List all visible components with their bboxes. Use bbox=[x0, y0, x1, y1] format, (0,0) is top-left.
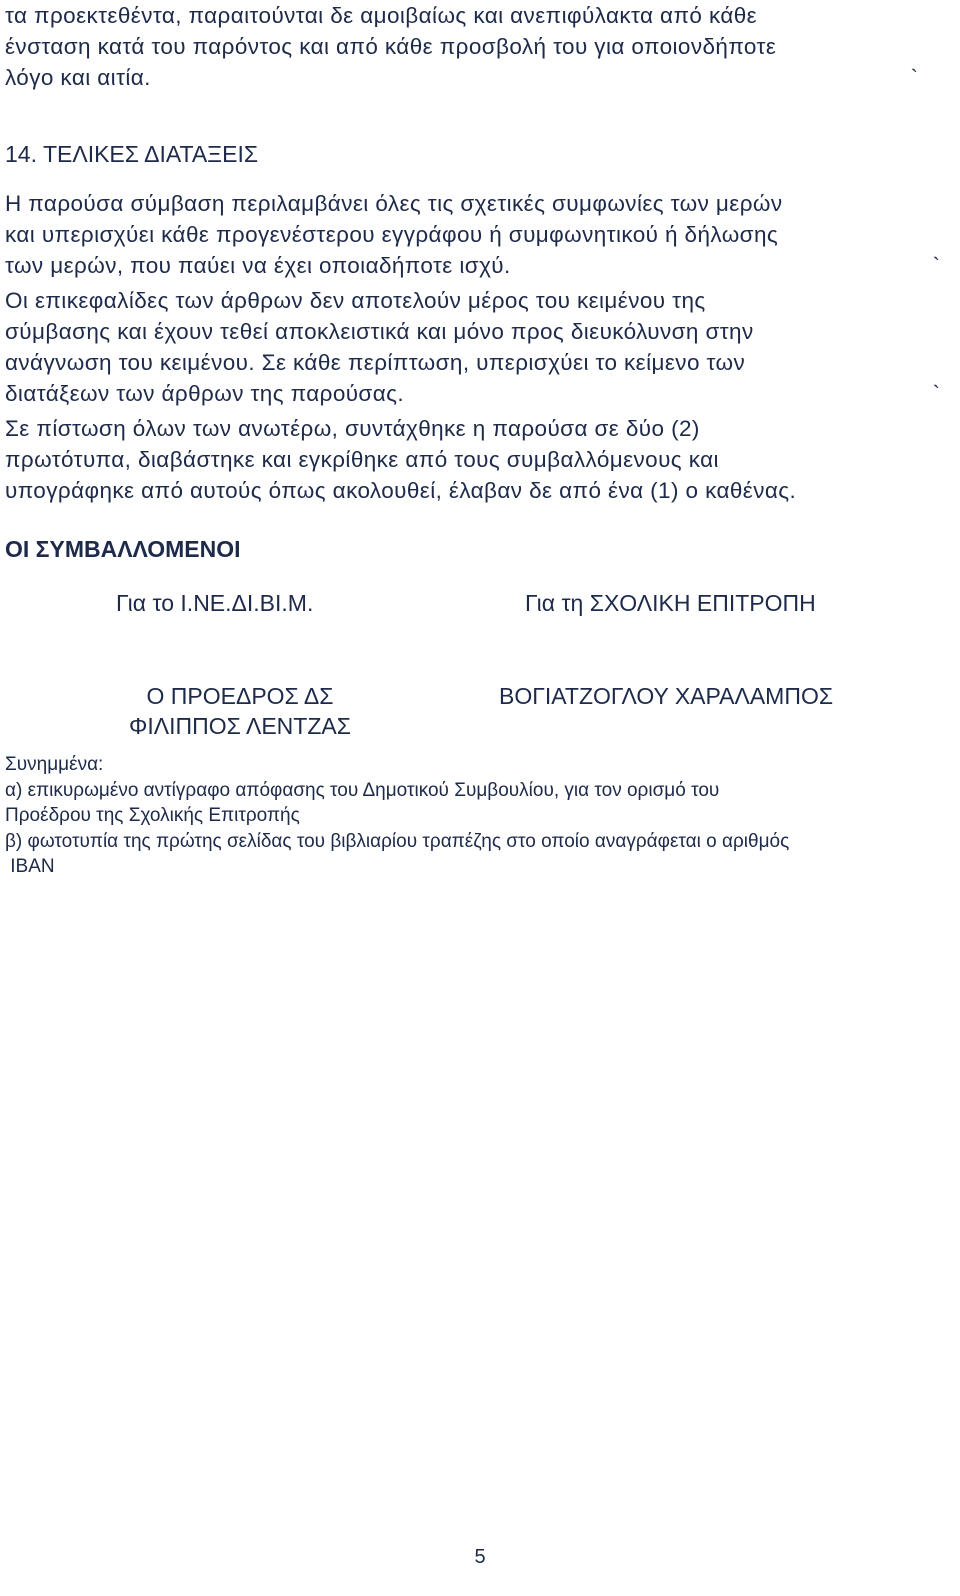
para1-line-3: των μερών, που παύει να έχει οποιαδήποτε ισχύ. bbox=[5, 253, 511, 278]
para2-line-3: ανάγνωση του κειμένου. Σε κάθε περίπτωση, υπερισχύει το κείμενο των bbox=[5, 350, 746, 375]
right-party-name: ΒΟΓΙΑΤΖΟΓΛΟΥ ΧΑΡΑΛΑΜΠΟΣ bbox=[499, 683, 834, 709]
tick-mark-2: ` bbox=[932, 253, 940, 278]
right-party-for-label: Για τη ΣΧΟΛΙΚΗ ΕΠΙΤΡΟΠΗ bbox=[525, 590, 816, 616]
section-title: 14. ΤΕΛΙΚΕΣ ΔΙΑΤΑΞΕΙΣ bbox=[5, 141, 259, 167]
left-party-title: Ο ΠΡΟΕΔΡΟΣ ΔΣ bbox=[146, 683, 334, 709]
para1-line-1: Η παρούσα σύμβαση περιλαμβάνει όλες τις σχετικές συμφωνίες των μερών bbox=[5, 191, 783, 216]
para2-line-2: σύμβασης και έχουν τεθεί αποκλειστικά και μόνο προς διευκόλυνση στην bbox=[5, 319, 754, 344]
tick-mark-3: ` bbox=[932, 381, 940, 406]
attachments-section bbox=[5, 752, 945, 880]
intro-line-2: ένσταση κατά του παρόντος και από κάθε προσβολή του για οποιονδήποτε bbox=[5, 34, 777, 59]
final-provisions-paragraph-1 bbox=[5, 188, 945, 281]
attachment-b-line-2: IBAN bbox=[5, 856, 55, 877]
attachment-b-line-1: β) φωτοτυπία της πρώτης σελίδας του βιβλιαρίου τραπέζης στο οποίο αναγράφεται ο αριθμός bbox=[5, 830, 790, 852]
page-number: 5 bbox=[474, 1546, 486, 1568]
para3-line-3: υπογράφηκε από αυτούς όπως ακολουθεί, έλαβαν δε από ένα (1) ο καθένας. bbox=[5, 478, 797, 503]
attachments-label: Συνημμένα: bbox=[5, 754, 104, 775]
para3-line-1: Σε πίστωση όλων των ανωτέρω, συντάχθηκε η παρούσα σε δύο (2) bbox=[5, 416, 700, 441]
intro-line-1: τα προεκτεθέντα, παραιτούνται δε αμοιβαίως και ανεπιφύλακτα από κάθε bbox=[5, 3, 758, 28]
left-party-for-label: Για το Ι.ΝΕ.ΔΙ.ΒΙ.Μ. bbox=[116, 590, 314, 616]
para2-line-4: διατάξεων των άρθρων της παρούσας. bbox=[5, 381, 405, 406]
parties-heading: ΟΙ ΣΥΜΒΑΛΛΟΜΕΝΟΙ bbox=[5, 536, 241, 562]
tick-mark-1: ` bbox=[910, 65, 918, 90]
final-provisions-paragraph-2 bbox=[5, 285, 945, 409]
attachment-a-line-1: α) επικυρωμένο αντίγραφο απόφασης του Δημοτικού Συμβουλίου, για τον ορισμό του bbox=[5, 779, 720, 801]
para2-line-1: Οι επικεφαλίδες των άρθρων δεν αποτελούν μέρος του κειμένου της bbox=[5, 288, 706, 313]
left-party-signature bbox=[60, 681, 420, 741]
final-provisions-paragraph-3 bbox=[5, 413, 945, 506]
left-party-name: ΦΙΛΙΠΠΟΣ ΛΕΝΤΖΑΣ bbox=[129, 713, 351, 739]
para3-line-2: πρωτότυπα, διαβάστηκε και εγκρίθηκε από τους συμβαλλόμενους και bbox=[5, 447, 719, 472]
intro-paragraph bbox=[5, 0, 945, 93]
intro-line-3: λόγο και αιτία. bbox=[5, 65, 151, 90]
para1-line-2: και υπερισχύει κάθε προγενέστερου εγγράφου ή συμφωνητικού ή δήλωσης bbox=[5, 222, 779, 247]
attachment-a-line-2: Προέδρου της Σχολικής Επιτροπής bbox=[5, 805, 300, 826]
